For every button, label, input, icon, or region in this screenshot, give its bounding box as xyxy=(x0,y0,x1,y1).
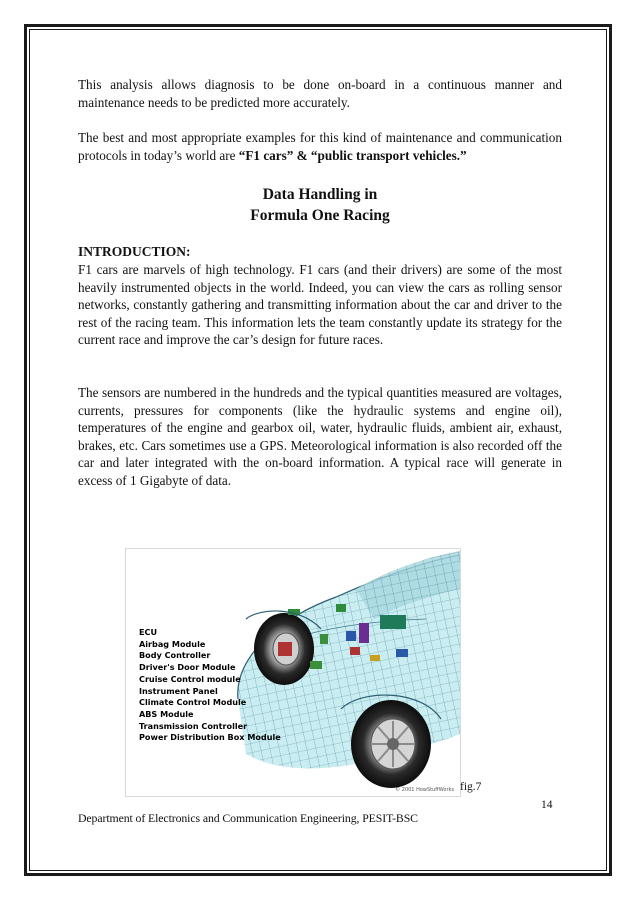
heading-line-1: Data Handling in xyxy=(262,186,378,204)
page-footer: Department of Electronics and Communication Engineering, PESIT-BSC xyxy=(78,811,418,825)
figure-label: Climate Control Module xyxy=(139,697,247,708)
figure-label: Body Controller xyxy=(139,650,211,661)
paragraph-examples-text: The best and most appropriate examples for this kind of maintenance and communication protocols in today’s world are xyxy=(78,130,562,163)
figure-label: Power Distribution Box Module xyxy=(139,732,281,743)
figure-label: Cruise Control module xyxy=(139,673,241,684)
paragraph-intro: F1 cars are marvels of high technology. F1 cars (and their drivers) are some of the most heavily instrumented objects in the world. Indeed, you can view the cars as rolling sensor networks, constantly gathering and transmitting information about the car and driver to the rest of the racing team. This information lets the team constantly update its strategy for the current race and improve the car’s design for future races. xyxy=(78,261,562,348)
figure-label: Transmission Controller xyxy=(139,720,248,731)
page-number: 14 xyxy=(541,799,553,811)
figure-caption: fig.7 xyxy=(460,781,482,793)
figure-label: ECU xyxy=(139,627,158,637)
introduction-label: INTRODUCTION: xyxy=(78,244,191,260)
page-content xyxy=(78,76,562,490)
figure-copyright: © 2001 HowStuffWorks xyxy=(395,787,454,793)
section-heading xyxy=(78,184,562,226)
car-electronics-figure xyxy=(125,548,461,797)
paragraph-examples-bold: “F1 cars” & “public transport vehicles.” xyxy=(238,147,467,163)
paragraph-sensors: The sensors are numbered in the hundreds and the typical quantities measured are voltages, currents, pressures for components (like the hydraulic systems and engine oil), temperatures of the engine and gearbox oil, water, hydraulic fluids, ambient air, exhaust, brakes, etc. Cars sometimes use a GPS. Meteorological information is also recorded off the car and later integrated with the on-board information. A typical race will generate in excess of 1 Gigabyte of data. xyxy=(78,384,562,488)
figure-label: ABS Module xyxy=(139,708,194,719)
figure-labels xyxy=(139,627,281,744)
figure-label: Driver's Door Module xyxy=(139,662,236,673)
figure-label: Instrument Panel xyxy=(139,685,218,696)
paragraph-examples xyxy=(78,129,562,164)
heading-line-2: Formula One Racing xyxy=(250,207,390,225)
paragraph-diagnosis: This analysis allows diagnosis to be done on-board in a continuous manner and maintenance needs to be predicted more accurately. xyxy=(78,77,562,110)
figure-label: Airbag Module xyxy=(139,638,206,649)
